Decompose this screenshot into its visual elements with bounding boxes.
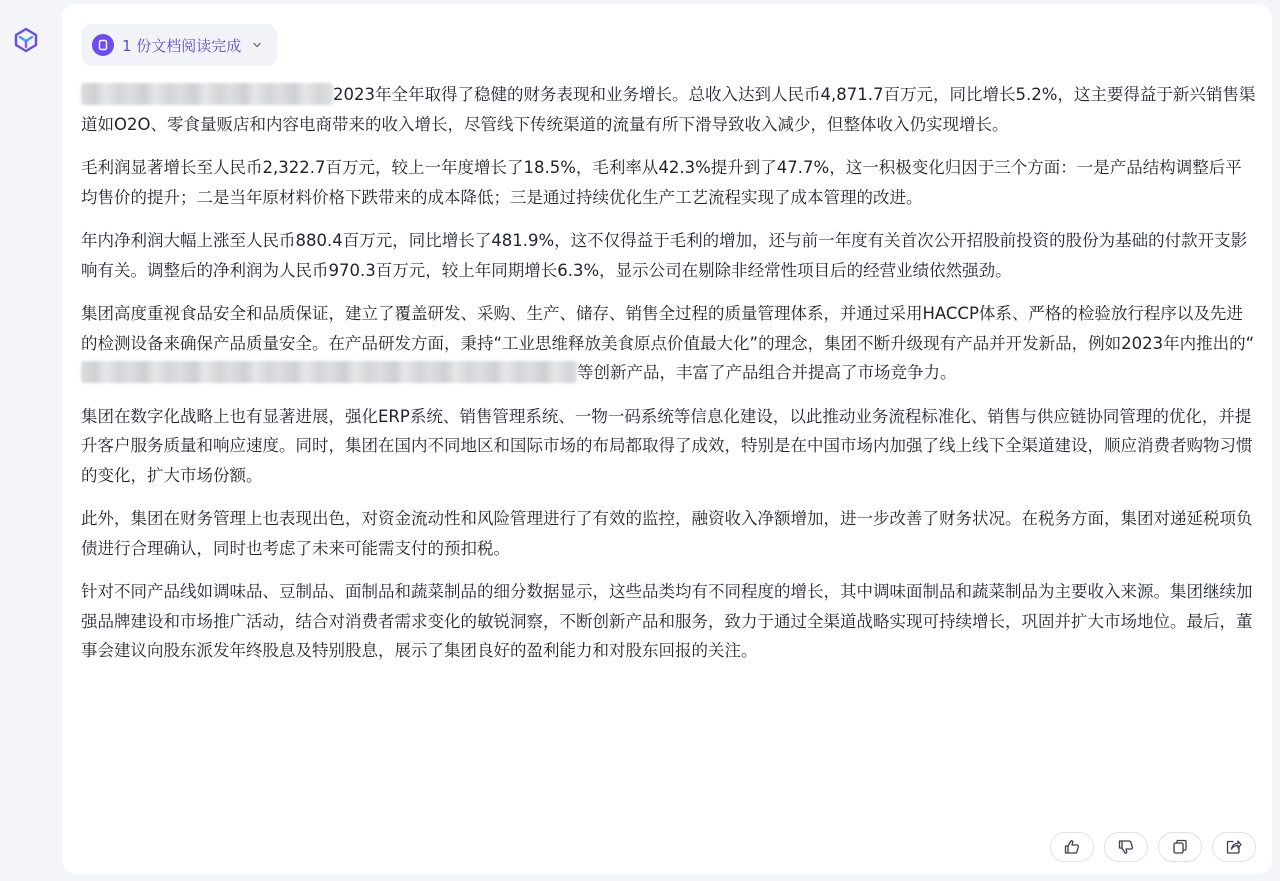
paragraph-digital: 集团在数字化战略上也有显著进展，强化ERP系统、销售管理系统、一物一码系统等信息化建设，以此推动业务流程标准化、销售与供应链协同管理的优化，并提升客户服务质量和响应速度。同时，集团在国内不同地区和国际市场的布局都取得了成效，特别是在中国市场内加强了线上线下全渠道建设，顺应消费者购物习惯的变化，扩大市场份额。 bbox=[81, 406, 1253, 485]
share-button[interactable] bbox=[1212, 832, 1256, 862]
document-icon bbox=[92, 34, 114, 56]
copy-button[interactable] bbox=[1158, 832, 1202, 862]
paragraph-gross-profit: 毛利润显著增长至人民币2,322.7百万元，较上一年度增长了18.5%，毛利率从42.3%提升到了47.7%，这一积极变化归因于三个方面：一是产品结构调整后平均售价的提升；二是当年原材料价格下跌带来的成本降低；三是通过持续优化生产工艺流程实现了成本管理的改进。 bbox=[81, 158, 1242, 207]
thumbs-up-icon bbox=[1063, 838, 1081, 856]
redacted-product-names bbox=[81, 361, 577, 383]
document-read-chip[interactable] bbox=[82, 24, 277, 66]
dislike-button[interactable] bbox=[1104, 832, 1148, 862]
redacted-company-name bbox=[81, 83, 333, 105]
paragraph-product-lines: 针对不同产品线如调味品、豆制品、面制品和蔬菜制品的细分数据显示，这些品类均有不同程度的增长，其中调味面制品和蔬菜制品为主要收入来源。集团继续加强品牌建设和市场推广活动，结合对消费者需求变化的敏锐洞察，不断创新产品和服务，致力于通过全渠道战略实现可持续增长，巩固并扩大市场地位。最后，董事会建议向股东派发年终股息及特别股息，展示了集团良好的盈利能力和对股东回报的关注。 bbox=[81, 582, 1253, 660]
copy-icon bbox=[1171, 838, 1189, 856]
paragraph-net-profit: 年内净利润大幅上涨至人民币880.4百万元，同比增长了481.9%，这不仅得益于毛利的增加，还与前一年度有关首次公开招股前投资的股份为基础的付款开支影响有关。调整后的净利润为人民币970.3百万元，较上年同期增长6.3%，显示公司在剔除非经常性项目后的经营业绩依然强劲。 bbox=[81, 231, 1248, 280]
chevron-down-icon bbox=[251, 39, 263, 51]
paragraph-finance: 此外，集团在财务管理上也表现出色，对资金流动性和风险管理进行了有效的监控，融资收入净额增加，进一步改善了财务状况。在税务方面，集团对递延税项负债进行合理确认，同时也考虑了未来可能需支付的预扣税。 bbox=[81, 509, 1253, 558]
paragraph-quality-text-b: 等创新产品，丰富了产品组合并提高了市场竞争力。 bbox=[577, 363, 957, 382]
message-body bbox=[81, 80, 1257, 680]
message-actions bbox=[1050, 832, 1256, 862]
assistant-message-card bbox=[62, 4, 1272, 874]
like-button[interactable] bbox=[1050, 832, 1094, 862]
paragraph-revenue-text: 2023年全年取得了稳健的财务表现和业务增长。总收入达到人民币4,871.7百万元，同比增长5.2%，这主要得益于新兴销售渠道如O2O、零食量贩店和内容电商带来的收入增长，尽管线下传统渠道的流量有所下滑导致收入减少，但整体收入仍实现增长。 bbox=[81, 85, 1256, 134]
thumbs-down-icon bbox=[1117, 838, 1135, 856]
paragraph-revenue bbox=[81, 80, 1257, 139]
assistant-logo-icon bbox=[8, 22, 44, 58]
share-icon bbox=[1225, 838, 1243, 856]
document-chip-label: 1 份文档阅读完成 bbox=[122, 36, 242, 55]
paragraph-quality bbox=[81, 299, 1257, 388]
paragraph-quality-text-a: 集团高度重视食品安全和品质保证，建立了覆盖研发、采购、生产、储存、销售全过程的质量管理体系，并通过采用HACCP体系、严格的检验放行程序以及先进的检测设备来确保产品质量安全。在产品研发方面，秉持“工业思维释放美食原点价值最大化”的理念，集团不断升级现有产品并开发新品，例如2023年内推出的“ bbox=[81, 304, 1255, 353]
